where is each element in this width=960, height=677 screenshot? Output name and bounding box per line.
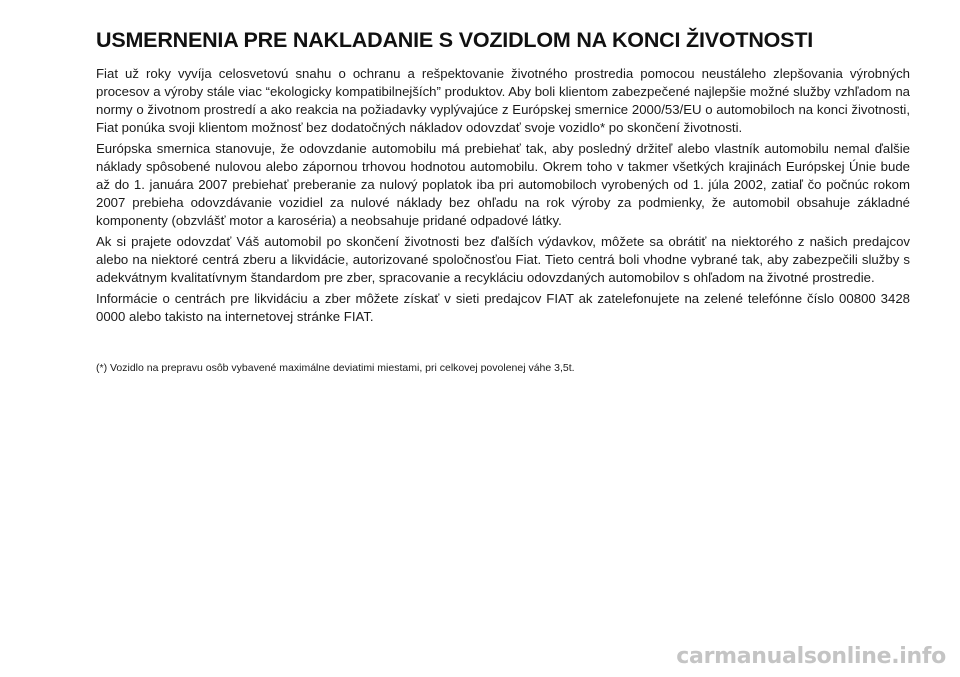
footnote: (*) Vozidlo na prepravu osôb vybavené maximálne deviatimi miestami, pri celkovej povolenej váhe 3,5t.: [96, 362, 575, 374]
paragraph-intro: Fiat už roky vyvíja celosvetovú snahu o ochranu a rešpektovanie životného prostredia pomocou neustáleho zlepšovania výrobných procesov a výroby stále viac “ekologicky kompatibilnejších” produktov. Aby boli klientom zabezpečené najlepšie možné služby vzhľadom na normy o životnom prostredí a ako reakcia na požiadavky vyplývajúce z Európskej smernice 2000/53/EU o automobiloch na konci životnosti, Fiat ponúka svoji klientom možnosť bez dodatočných nákladov odovzdať svoje vozidlo* po skončení životnosti.: [96, 66, 910, 135]
paragraph-contact-info: Informácie o centrách pre likvidáciu a zber môžete získať v sieti predajcov FIAT ak zatelefonujete na zelené telefónne číslo 00800 3428 0000 alebo takisto na internetovej stránke FIAT.: [96, 291, 910, 324]
document-page: [96, 28, 910, 329]
paragraph-return-vehicle: Ak si prajete odovzdať Váš automobil po skončení životnosti bez ďalších výdavkov, môžete sa obrátiť na niektorého z našich predajcov alebo na niektoré centrá zberu a likvidácie, autorizované spoločnosťou Fiat. Tieto centrá boli vhodne vybrané tak, aby zabezpečili služby s adekvátnym kvalitatívnym štandardom pre zber, spracovanie a recykláciu odovzdaných automobilov s ohľadom na životné prostredie.: [96, 234, 910, 285]
page-title: USMERNENIA PRE NAKLADANIE S VOZIDLOM NA KONCI ŽIVOTNOSTI: [96, 28, 814, 52]
watermark-logo: carmanualsonline.info: [676, 644, 946, 669]
paragraph-directive: Európska smernica stanovuje, že odovzdanie automobilu má prebiehať tak, aby posledný držiteľ alebo vlastník automobilu nemal ďalšie náklady spôsobené nulovou alebo zápornou trhovou hodnotou automobilu. Okrem toho v takmer všetkých krajinách Európskej Únie bude až do 1. januára 2007 prebiehať preberanie za nulový poplatok iba pri automobiloch vyrobených od 1. júla 2002, zatiaľ čo počnúc rokom 2007 prebieha odovzdávanie vozidiel za nulové náklady bez ohľadu na rok výroby za podmienky, že automobil obsahuje základné komponenty (obzvlášť motor a karoséria) a neobsahuje pridané odpadové látky.: [96, 141, 910, 228]
